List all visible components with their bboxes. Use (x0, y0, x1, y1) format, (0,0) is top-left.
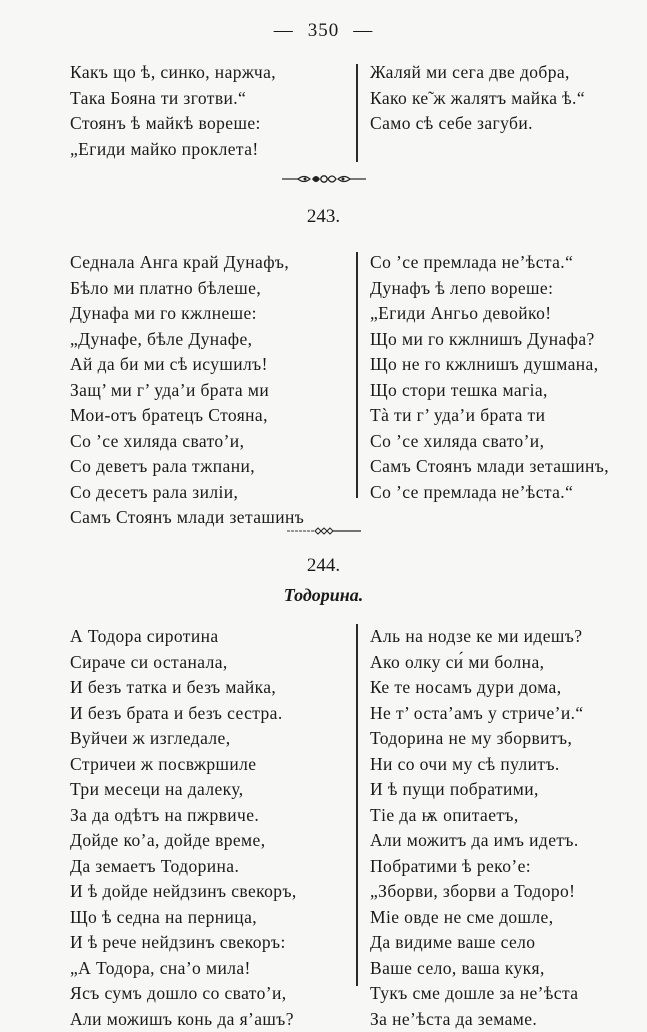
column-divider (356, 624, 358, 986)
verse-line: Самъ Стоянъ млади зеташинъ, (370, 454, 609, 480)
verse-line: Така Бояна ти зготви.“ (70, 86, 276, 112)
ornament-divider (0, 172, 647, 191)
verse-line: Како ке̃ ж жалятъ майка ѣ.“ (370, 86, 585, 112)
verse-line: За не’ѣста да земаме. (370, 1007, 584, 1032)
verse-line: Міе овде не сме дошле, (370, 905, 584, 931)
verse-line: Ако олку си́ ми болна, (370, 650, 584, 676)
verse-line: „Егиди майко проклета! (70, 137, 276, 163)
right-column (370, 250, 609, 505)
verse-line: Дунафъ ѣ лепо вореше: (370, 276, 609, 302)
verse-line: Ке те носамъ дури дома, (370, 675, 584, 701)
song-number: 243. (0, 206, 647, 228)
song-243 (0, 250, 647, 510)
left-column (70, 624, 297, 1032)
dash-left: — (274, 20, 294, 41)
left-column (70, 60, 276, 162)
right-column (370, 624, 584, 1032)
verse-line: „А Тодора, сна’о мила! (70, 956, 297, 982)
fleuron-icon (282, 172, 366, 186)
left-column (70, 250, 304, 531)
verse-line: Дунафа ми го кжлнеше: (70, 301, 304, 327)
song-continuation (0, 60, 647, 170)
verse-line: Со ’се хиляда свато’и, (370, 429, 609, 455)
verse-line: А Тодора сиротина (70, 624, 297, 650)
verse-line: Да видиме ваше село (370, 930, 584, 956)
page-number: 350 (308, 20, 340, 41)
verse-line: Що ѣ седна на перница, (70, 905, 297, 931)
verse-line: И безъ татка и безъ майка, (70, 675, 297, 701)
verse-line: Три месеци на далеку, (70, 777, 297, 803)
fleuron-small-icon (287, 526, 361, 536)
verse-line: Стричеи ж посвжршиле (70, 752, 297, 778)
page-number-header (0, 20, 647, 42)
verse-line: Какъ що ѣ, синко, наржча, (70, 60, 276, 86)
verse-line: Не т’ оста’амъ у стриче’и.“ (370, 701, 584, 727)
verse-line: Тукъ сме дошле за не’ѣста (370, 981, 584, 1007)
verse-line: Сираче си останала, (70, 650, 297, 676)
verse-line: Стоянъ ѣ майкѣ вореше: (70, 111, 276, 137)
verse-line: Со деветъ рала тжпани, (70, 454, 304, 480)
verse-line: Со ’се хиляда свато’и, (70, 429, 304, 455)
verse-line: И безъ брата и безъ сестра. (70, 701, 297, 727)
verse-line: Вуйчеи ж изгледале, (70, 726, 297, 752)
verse-line: Со ’се премлада не’ѣста.“ (370, 250, 609, 276)
verse-line: Само сѣ себе загуби. (370, 111, 585, 137)
verse-line: Побратими ѣ реко’е: (370, 854, 584, 880)
verse-line: Али можишъ конь да я’ашъ? (70, 1007, 297, 1032)
verse-line: Ай да би ми сѣ исушилъ! (70, 352, 304, 378)
verse-line: Защ’ ми г’ уда’и брата ми (70, 378, 304, 404)
verse-line: Бѣло ми платно бѣлеше, (70, 276, 304, 302)
verse-line: Тіе да ѭ опитаетъ, (370, 803, 584, 829)
verse-line: Тà ти г’ уда’и брата ти (370, 403, 609, 429)
song-title: Тодорина. (0, 585, 647, 606)
verse-line: Що стори тешка магіа, (370, 378, 609, 404)
column-divider (356, 64, 358, 162)
ornament-divider-small (0, 523, 647, 541)
verse-line: Да земаетъ Тодорина. (70, 854, 297, 880)
verse-line: Али можитъ да имъ идетъ. (370, 828, 584, 854)
verse-line: Аль на нодзе ке ми идешъ? (370, 624, 584, 650)
verse-line: И ѣ рече нейдзинъ свекоръ: (70, 930, 297, 956)
song-244 (0, 624, 647, 1004)
verse-line: Самъ Стоянъ млади зеташинъ (70, 505, 304, 531)
verse-line: Седнала Анга край Дунафъ, (70, 250, 304, 276)
verse-line: Со ’се премлада не’ѣста.“ (370, 480, 609, 506)
verse-line: Що не го кжлнишъ душмана, (370, 352, 609, 378)
verse-line: Жаляй ми сега две добра, (370, 60, 585, 86)
verse-line: Мои-отъ братецъ Стояна, (70, 403, 304, 429)
verse-line: „Зборви, зборви а Тодоро! (370, 879, 584, 905)
verse-line: И ѣ пущи побратими, (370, 777, 584, 803)
verse-line: И ѣ дойде нейдзинъ свекоръ, (70, 879, 297, 905)
verse-line: Ясъ сумъ дошло со свато’и, (70, 981, 297, 1007)
verse-line: Со десетъ рала зиліи, (70, 480, 304, 506)
verse-line: Ни со очи му сѣ пулитъ. (370, 752, 584, 778)
column-divider (356, 252, 358, 498)
right-column (370, 60, 585, 137)
verse-line: „Егиди Ангьо девойко! (370, 301, 609, 327)
verse-line: Дойде ко’а, дойде време, (70, 828, 297, 854)
verse-line: „Дунафе, бѣле Дунафе, (70, 327, 304, 353)
verse-line: За да одѣтъ на пжрвиче. (70, 803, 297, 829)
verse-line: Що ми го кжлнишъ Дунафа? (370, 327, 609, 353)
song-number: 244. (0, 555, 647, 577)
verse-line: Ваше село, ваша кукя, (370, 956, 584, 982)
verse-line: Тодорина не му зборвитъ, (370, 726, 584, 752)
dash-right: — (353, 20, 373, 41)
